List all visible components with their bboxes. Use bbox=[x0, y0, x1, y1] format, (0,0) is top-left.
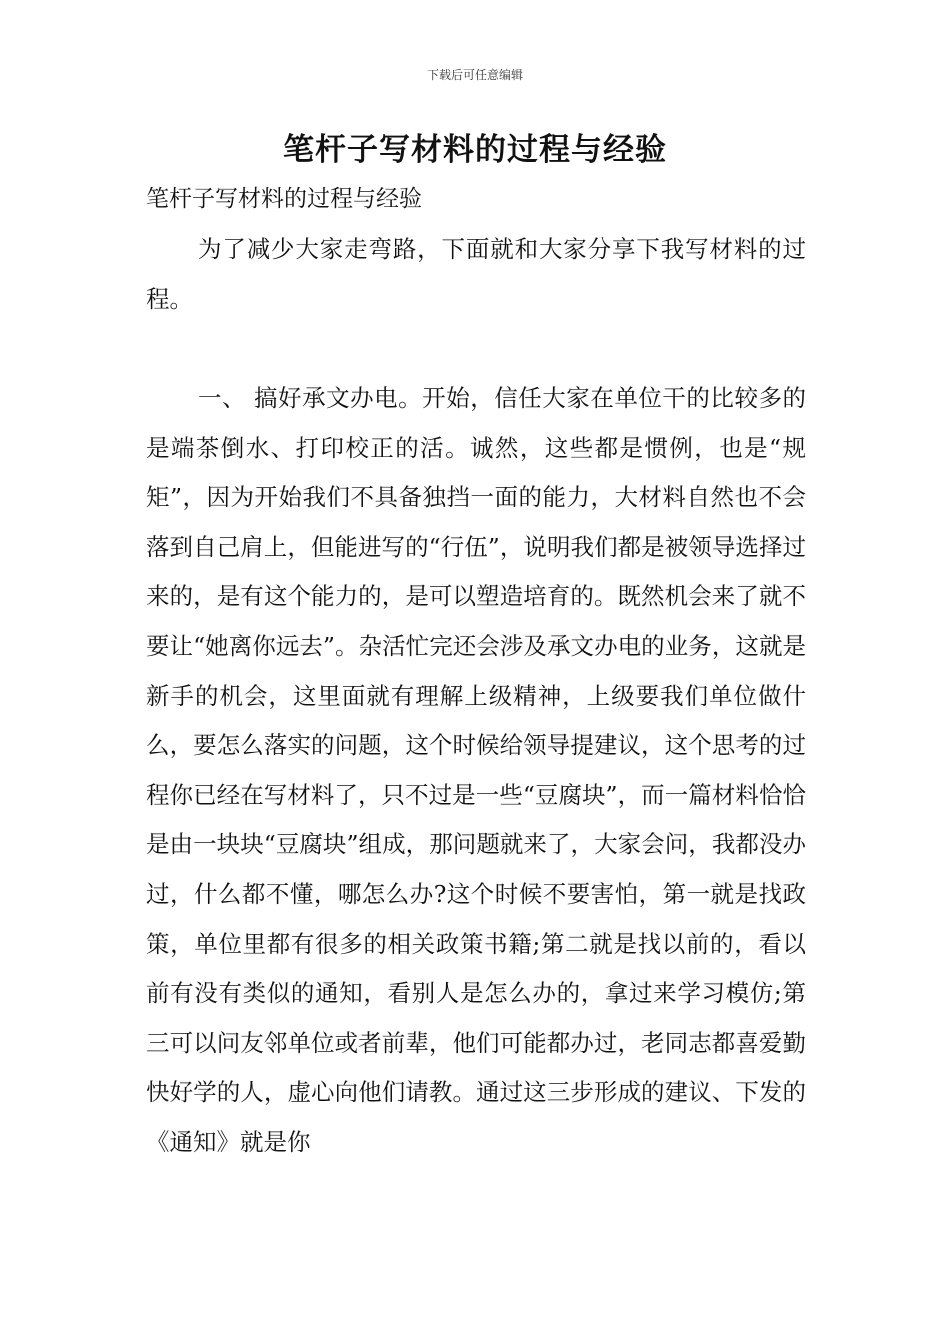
header-note: 下载后可任意编辑 bbox=[426, 68, 523, 82]
intro-paragraph: 为了减少大家走弯路，下面就和大家分享下我写材料的过程。 bbox=[146, 235, 806, 313]
document-subtitle: 笔杆子写材料的过程与经验 bbox=[146, 186, 422, 212]
section-one-paragraph: 一、 搞好承文办电。开始，信任大家在单位干的比较多的是端茶倒水、打印校正的活。诚然，这些都是惯例，也是“规矩”，因为开始我们不具备独挡一面的能力，大材料自然也不会落到自己肩上，但能进写的“行伍”，说明我们都是被领导选择过来的，是有这个能力的，是可以塑造培育的。既然机会来了就不要让“她离你远去”。杂活忙完还会涉及承文办电的业务，这就是新手的机会，这里面就有理解上级精神，上级要我们单位做什么，要怎么落实的问题，这个时候给领导提建议，这个思考的过程你已经在写材料了，只不过是一些“豆腐块”，而一篇材料恰恰是由一块块“豆腐块”组成，那问题就来了，大家会问，我都没办过，什么都不懂，哪怎么办?这个时候不要害怕，第一就是找政策，单位里都有很多的相关政策书籍;第二就是找以前的，看以前有没有类似的通知，看别人是怎么办的，拿过来学习模仿;第三可以问友邻单位或者前辈，他们可能都办过，老同志都喜爱勤快好学的人，虚心向他们请教。通过这三步形成的建议、下发的《通知》就是你 bbox=[146, 384, 806, 1156]
document-title: 笔杆子写材料的过程与经验 bbox=[283, 132, 667, 168]
